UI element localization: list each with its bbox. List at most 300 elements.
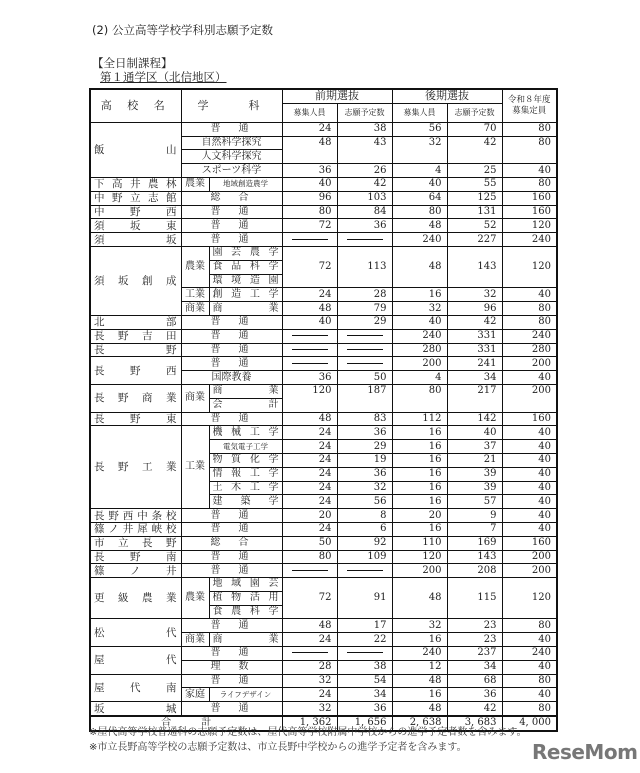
cell: 48 (392, 246, 447, 287)
school-name: 長野西中条校 (90, 509, 181, 523)
category: 農業 (181, 578, 209, 619)
cell: 92 (337, 536, 392, 550)
school-name: 篠ノ井 (90, 564, 181, 578)
cell: 24 (282, 481, 337, 495)
cell: 32 (282, 702, 337, 716)
cell: 240 (502, 647, 557, 661)
cell: 3, 683 (447, 716, 502, 731)
resemom-logo: ReseMom (532, 740, 638, 764)
school-name: 飯山 (90, 122, 181, 177)
cell: 40 (502, 164, 557, 178)
cell: 160 (502, 412, 557, 426)
cell: 4, 000 (502, 716, 557, 731)
cell: 24 (282, 122, 337, 136)
cell: 16 (392, 633, 447, 647)
cell: 48 (282, 302, 337, 316)
table-row (90, 702, 557, 716)
cell: 42 (447, 136, 502, 164)
cell: 200 (502, 384, 557, 412)
category: 農業 (181, 246, 209, 287)
dept-name: 創造工学 (209, 288, 282, 302)
cell: 200 (502, 550, 557, 564)
category: 工業 (181, 426, 209, 509)
cell: 113 (337, 246, 392, 287)
school-name: 屋代南 (90, 674, 181, 702)
cell: 83 (337, 412, 392, 426)
applicants-table (89, 88, 558, 732)
dept-name: 普 通 (181, 647, 282, 661)
cell: 1, 656 (337, 716, 392, 731)
cell: 24 (282, 688, 337, 702)
cell: 16 (392, 453, 447, 467)
cell: 40 (502, 288, 557, 302)
cell: 22 (337, 633, 392, 647)
table-row (90, 564, 557, 578)
table-row (90, 191, 557, 205)
school-name: 長野商業 (90, 384, 181, 412)
cell: 23 (447, 633, 502, 647)
cell: 24 (282, 633, 337, 647)
cell: 6 (337, 522, 392, 536)
cell: 29 (337, 440, 392, 454)
cell: 32 (392, 302, 447, 316)
table-row (90, 384, 557, 398)
cell: 25 (447, 164, 502, 178)
dept-name: 総 合 (181, 191, 282, 205)
school-name: 更級農業 (90, 578, 181, 619)
cell: 208 (447, 564, 502, 578)
cell: 120 (502, 246, 557, 287)
cell: 26 (337, 164, 392, 178)
dept-name: 普 通 (181, 205, 282, 219)
table-row (90, 122, 557, 136)
dept-name: 普 通 (181, 522, 282, 536)
cell: 12 (392, 660, 447, 674)
dept-name: 普 通 (181, 315, 282, 329)
school-name: 坂城 (90, 702, 181, 716)
cell: 42 (447, 315, 502, 329)
cell: 84 (337, 205, 392, 219)
cell: 24 (282, 426, 337, 440)
school-name: 長野工業 (90, 426, 181, 509)
dash-cell (282, 343, 337, 357)
cell: 16 (392, 522, 447, 536)
cell: 80 (502, 122, 557, 136)
cell: 24 (282, 495, 337, 509)
cell: 143 (447, 246, 502, 287)
cell: 115 (447, 578, 502, 619)
school-name: 長野西 (90, 357, 181, 385)
cell: 80 (502, 177, 557, 191)
dept-name: ライフデザイン (209, 688, 282, 702)
cell: 91 (337, 578, 392, 619)
dept-name: 情報工学 (209, 467, 282, 481)
cell: 112 (392, 412, 447, 426)
dept-name: 普 通 (181, 122, 282, 136)
cell: 240 (502, 233, 557, 247)
dept-name: 普 通 (181, 702, 282, 716)
cell: 160 (502, 191, 557, 205)
dept-name: 商 業 (209, 302, 282, 316)
cell: 40 (502, 371, 557, 385)
cell: 200 (502, 564, 557, 578)
cell: 96 (282, 191, 337, 205)
school-name: 須坂 (90, 233, 181, 247)
dash-cell (282, 357, 337, 371)
dept-name: 普 通 (181, 329, 282, 343)
total-label: 合 計 (90, 716, 282, 731)
cell: 38 (337, 122, 392, 136)
cell: 29 (337, 315, 392, 329)
cell: 40 (502, 467, 557, 481)
cell: 96 (447, 302, 502, 316)
cell: 48 (392, 578, 447, 619)
cell: 42 (337, 177, 392, 191)
cell: 34 (447, 660, 502, 674)
dept-name: 普 通 (181, 550, 282, 564)
dept-name: 植物活用 (209, 591, 282, 605)
header-late-applicants: 志願予定数 (447, 103, 502, 122)
footnote: ※屋代高等学校普通科の志願予定数は、屋代高等学校附属中学校からの進学予定者数を含みます。 (89, 727, 527, 738)
cell: 131 (447, 205, 502, 219)
dept-name: スポーツ科学 (181, 164, 282, 178)
dept-name: 電気電子工学 (209, 440, 282, 454)
table-row (90, 536, 557, 550)
category: 商業 (181, 302, 209, 316)
cell: 40 (502, 688, 557, 702)
header-late-recruit: 募集人員 (392, 103, 447, 122)
cell: 80 (502, 674, 557, 688)
cell: 28 (337, 288, 392, 302)
cell: 8 (337, 509, 392, 523)
header-early-recruit: 募集人員 (282, 103, 337, 122)
category: 商業 (181, 384, 209, 412)
cell: 40 (282, 315, 337, 329)
cell: 43 (337, 136, 392, 164)
cell: 40 (447, 426, 502, 440)
cell: 240 (392, 329, 447, 343)
cell: 72 (282, 246, 337, 287)
cell: 16 (392, 481, 447, 495)
dash-cell (282, 233, 337, 247)
category: 家庭 (181, 688, 209, 702)
cell: 40 (502, 495, 557, 509)
footnote: ※市立長野高等学校の志願予定数は、市立長野中学校からの進学予定者を含みます。 (89, 742, 467, 753)
table-row (90, 509, 557, 523)
school-name: 須坂創成 (90, 246, 181, 315)
cell: 120 (502, 219, 557, 233)
school-name: 下高井農林 (90, 177, 181, 191)
cell: 120 (282, 384, 337, 412)
dept-name: 機械工学 (209, 426, 282, 440)
cell: 48 (282, 136, 337, 164)
document-title: (2) 公立高等学校学科別志願予定数 (92, 23, 273, 37)
cell: 40 (502, 509, 557, 523)
category: 農業 (181, 177, 209, 191)
cell: 64 (392, 191, 447, 205)
dept-name: 人文科学探究 (181, 150, 282, 164)
cell: 80 (282, 550, 337, 564)
cell: 125 (447, 191, 502, 205)
cell: 200 (502, 357, 557, 371)
cell: 40 (282, 177, 337, 191)
cell: 68 (447, 674, 502, 688)
cell: 48 (392, 674, 447, 688)
cell: 32 (392, 619, 447, 633)
cell: 39 (447, 481, 502, 495)
header-early: 前期選抜 (282, 89, 392, 103)
cell: 16 (392, 688, 447, 702)
cell: 24 (282, 467, 337, 481)
school-name: 中野西 (90, 205, 181, 219)
table-row (90, 674, 557, 688)
school-name: 須坂東 (90, 219, 181, 233)
cell: 21 (447, 453, 502, 467)
cell: 120 (502, 578, 557, 619)
dept-name: 園芸農学 (209, 246, 282, 260)
dept-name: 食品科学 (209, 260, 282, 274)
cell: 80 (502, 136, 557, 164)
cell: 48 (282, 412, 337, 426)
dept-name: 商 業 (209, 633, 282, 647)
school-name: 篠ノ井犀峡校 (90, 522, 181, 536)
cell: 24 (282, 453, 337, 467)
cell: 48 (282, 619, 337, 633)
district-heading: 第１通学区（北信地区） (100, 70, 227, 84)
school-name: 長野南 (90, 550, 181, 564)
cell: 20 (392, 509, 447, 523)
table-row (90, 205, 557, 219)
cell: 241 (447, 357, 502, 371)
cell: 16 (392, 495, 447, 509)
dept-name: 地域園芸 (209, 578, 282, 592)
cell: 52 (447, 219, 502, 233)
school-name: 長野 (90, 343, 181, 357)
cell: 80 (502, 619, 557, 633)
cell: 38 (337, 660, 392, 674)
cell: 40 (392, 177, 447, 191)
dept-name: 普 通 (181, 233, 282, 247)
dept-name: 総 合 (181, 536, 282, 550)
dept-name: 商 業 (209, 384, 282, 398)
school-name: 松代 (90, 619, 181, 647)
dept-name: 普 通 (181, 219, 282, 233)
cell: 57 (447, 495, 502, 509)
table-row (90, 177, 557, 191)
school-name: 市立長野 (90, 536, 181, 550)
dash-cell (282, 564, 337, 578)
cell: 142 (447, 412, 502, 426)
cell: 36 (282, 371, 337, 385)
dept-name: 普 通 (181, 357, 282, 371)
cell: 24 (282, 288, 337, 302)
cell: 240 (392, 233, 447, 247)
cell: 28 (282, 660, 337, 674)
table-row (90, 357, 557, 371)
dash-cell (337, 233, 392, 247)
cell: 79 (337, 302, 392, 316)
cell: 4 (392, 371, 447, 385)
cell: 160 (502, 536, 557, 550)
cell: 200 (392, 357, 447, 371)
dept-name: 普 通 (181, 619, 282, 633)
cell: 34 (447, 371, 502, 385)
table-row (90, 550, 557, 564)
dept-name: 普 通 (181, 564, 282, 578)
cell: 4 (392, 164, 447, 178)
category: 商業 (181, 633, 209, 647)
cell: 50 (282, 536, 337, 550)
dept-name: 食農科学 (209, 605, 282, 619)
cell: 40 (502, 453, 557, 467)
cell: 187 (337, 384, 392, 412)
cell: 48 (392, 219, 447, 233)
cell: 55 (447, 177, 502, 191)
dept-name: 国際教養 (181, 371, 282, 385)
cell: 80 (392, 205, 447, 219)
table-row (90, 522, 557, 536)
dash-cell (337, 343, 392, 357)
dept-name: 普 通 (181, 343, 282, 357)
table-row (90, 578, 557, 592)
cell: 24 (282, 522, 337, 536)
cell: 240 (392, 647, 447, 661)
school-name: 北部 (90, 315, 181, 329)
cell: 80 (502, 315, 557, 329)
cell: 17 (337, 619, 392, 633)
cell: 143 (447, 550, 502, 564)
cell: 9 (447, 509, 502, 523)
cell: 80 (282, 205, 337, 219)
header-school: 高 校 名 (90, 89, 181, 122)
dept-name: 会 計 (209, 398, 282, 412)
cell: 120 (392, 550, 447, 564)
dept-name: 建築学 (209, 495, 282, 509)
cell: 280 (502, 343, 557, 357)
cell: 54 (337, 674, 392, 688)
dept-name: 普 通 (181, 674, 282, 688)
cell: 72 (282, 578, 337, 619)
cell: 217 (447, 384, 502, 412)
table-row (90, 412, 557, 426)
cell: 72 (282, 219, 337, 233)
category: 工業 (181, 288, 209, 302)
dash-cell (337, 564, 392, 578)
table-row (90, 219, 557, 233)
cell: 7 (447, 522, 502, 536)
cell: 36 (337, 426, 392, 440)
table-row (90, 233, 557, 247)
cell: 32 (392, 136, 447, 164)
school-name: 長野東 (90, 412, 181, 426)
cell: 280 (392, 343, 447, 357)
table-row (90, 329, 557, 343)
header-dept: 学 科 (181, 89, 282, 122)
school-name: 長野吉田 (90, 329, 181, 343)
dept-name: 理 数 (181, 660, 282, 674)
cell: 40 (392, 315, 447, 329)
cell: 32 (337, 481, 392, 495)
cell: 34 (337, 688, 392, 702)
table-row (90, 619, 557, 633)
cell: 37 (447, 440, 502, 454)
cell: 200 (392, 564, 447, 578)
cell: 109 (337, 550, 392, 564)
cell: 40 (502, 633, 557, 647)
cell: 19 (337, 453, 392, 467)
dash-cell (282, 329, 337, 343)
section-heading: 【全日制課程】 (92, 56, 173, 70)
dept-name: 環境造園 (209, 274, 282, 288)
cell: 331 (447, 329, 502, 343)
cell: 2, 638 (392, 716, 447, 731)
cell: 16 (392, 467, 447, 481)
cell: 40 (502, 426, 557, 440)
cell: 16 (392, 426, 447, 440)
table-row (90, 315, 557, 329)
cell: 40 (502, 660, 557, 674)
cell: 23 (447, 619, 502, 633)
cell: 42 (447, 702, 502, 716)
cell: 36 (282, 164, 337, 178)
cell: 80 (392, 384, 447, 412)
dept-name: 自然科学探究 (181, 136, 282, 150)
cell: 110 (392, 536, 447, 550)
header-early-applicants: 志願予定数 (337, 103, 392, 122)
cell: 56 (392, 122, 447, 136)
header-late: 後期選抜 (392, 89, 502, 103)
cell: 24 (282, 440, 337, 454)
table-row (90, 647, 557, 661)
cell: 50 (337, 371, 392, 385)
cell: 169 (447, 536, 502, 550)
dept-name: 土木工学 (209, 481, 282, 495)
cell: 80 (502, 702, 557, 716)
cell: 160 (502, 205, 557, 219)
cell: 16 (392, 288, 447, 302)
cell: 240 (502, 329, 557, 343)
cell: 237 (447, 647, 502, 661)
cell: 48 (392, 702, 447, 716)
header-capacity: 令和８年度募集定員 (502, 89, 557, 122)
school-name: 屋代 (90, 647, 181, 675)
cell: 39 (447, 467, 502, 481)
dept-name: 普 通 (181, 509, 282, 523)
cell: 40 (502, 522, 557, 536)
dash-cell (337, 357, 392, 371)
dept-name: 地域創造農学 (209, 177, 282, 191)
cell: 32 (447, 288, 502, 302)
dash-cell (337, 329, 392, 343)
cell: 103 (337, 191, 392, 205)
cell: 36 (337, 702, 392, 716)
cell: 227 (447, 233, 502, 247)
dept-name: 普 通 (181, 412, 282, 426)
cell: 36 (337, 219, 392, 233)
cell: 80 (502, 302, 557, 316)
cell: 36 (337, 467, 392, 481)
cell: 70 (447, 122, 502, 136)
table-row (90, 343, 557, 357)
table-row (90, 426, 557, 440)
cell: 56 (337, 495, 392, 509)
cell: 40 (502, 481, 557, 495)
cell: 1, 362 (282, 716, 337, 731)
dept-name: 物質化学 (209, 453, 282, 467)
cell: 32 (282, 674, 337, 688)
cell: 36 (447, 688, 502, 702)
dash-cell (337, 647, 392, 661)
